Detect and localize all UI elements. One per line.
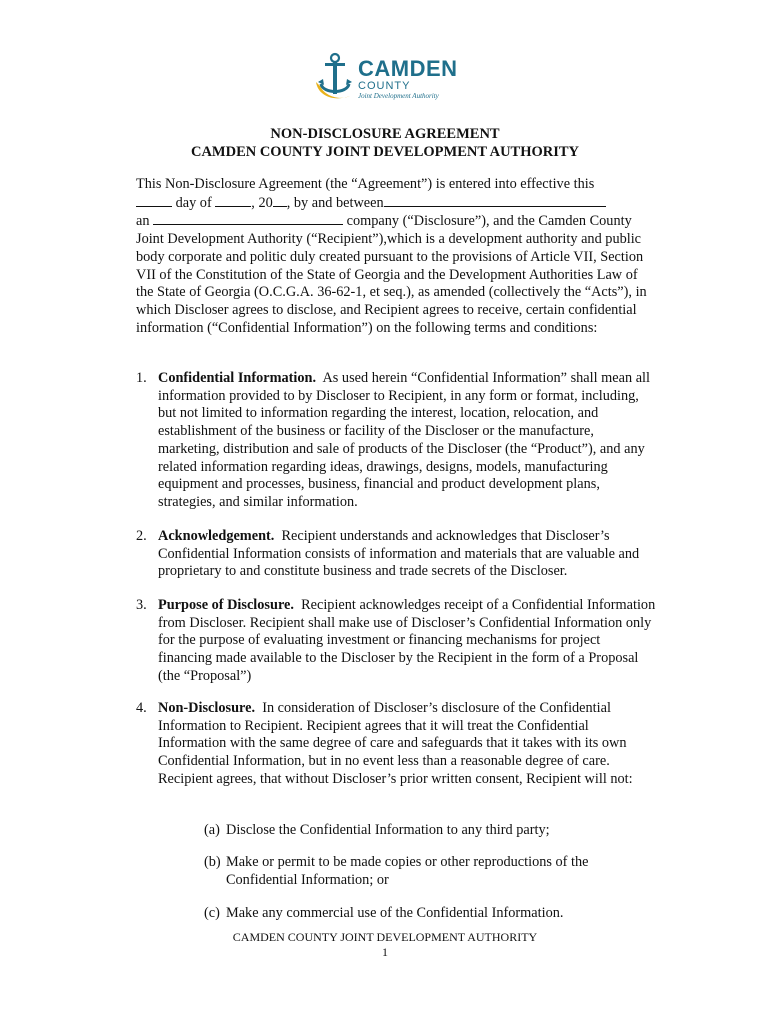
logo-subtitle: COUNTY — [358, 80, 411, 92]
subitem-text: Disclose the Confidential Information to any third party; — [226, 822, 550, 838]
footer-org: CAMDEN COUNTY JOINT DEVELOPMENT AUTHORITY — [232, 930, 538, 944]
intro-an-label: an — [136, 213, 150, 230]
intro-rest: Joint Development Authority (“Recipient”),which is a development authority and public body corporate and politic duly created pursuant to the provisions of Article VII, Section VII of the Constitution of the State of Georgia and the Development Authorities Law of the State of Georgia (O.C.G.A. 36-62-1, et seq.), as amended (collectively the “Acts”), in which Discloser agrees to disclose, and Recipient agrees to receive, certain confidential information (“Confidential Information”) on the following terms and conditions: — [136, 231, 647, 336]
anchor-icon — [312, 52, 358, 104]
intro-day-label: day of — [175, 194, 212, 211]
company-blank — [153, 212, 343, 225]
subitem-text: Make any commercial use of the Confidential Information. — [226, 905, 564, 921]
camden-county-logo — [312, 52, 472, 104]
subitem-a — [204, 822, 634, 840]
section-number: 4. — [136, 700, 147, 716]
year-blank — [273, 194, 287, 207]
section-purpose-of-disclosure — [136, 597, 656, 686]
section-acknowledgement — [136, 528, 656, 581]
month-blank — [215, 194, 251, 207]
subitem-label: (b) — [204, 854, 221, 870]
document-title: NON-DISCLOSURE AGREEMENT — [270, 126, 500, 142]
section-confidential-information — [136, 370, 656, 512]
section-non-disclosure — [136, 700, 656, 789]
party-blank — [384, 194, 606, 207]
section-body: Recipient acknowledges receipt of a Confidential Information from Discloser. Recipient shall make use of Discloser’s Confidential Information only for the purpose of evaluating investment or financing mechanisms for project financing made available to the Discloser by the Recipient in the form of a Proposal (the “Proposal”) — [158, 597, 656, 684]
intro-line-1: This Non-Disclosure Agreement (the “Agreement”) is entered into effective this — [136, 176, 595, 192]
subitem-text: Make or permit to be made copies or other reproductions of the Confidential Information; or — [226, 854, 589, 888]
section-body: As used herein “Confidential Information” shall mean all information provided to by Discloser to Recipient, in any form or format, including, but not limited to information regarding the interest, location, relocation, and establishment of the business or facility of the Discloser or the manufacture, marketing, distribution and sale of products of the Discloser (the “Product”), and any related information regarding ideas, drawings, designs, models, manufacturing equipment and processes, business, financial and product development plans, strategies, and similar information. — [158, 370, 650, 510]
subitem-label: (a) — [204, 822, 220, 838]
intro-line-2 — [136, 194, 656, 213]
page-number: 1 — [382, 945, 388, 959]
subitem-b — [204, 854, 634, 889]
section-number: 1. — [136, 370, 147, 386]
subitem-label: (c) — [204, 905, 220, 921]
section-heading: Confidential Information. — [158, 370, 317, 386]
document-subtitle: CAMDEN COUNTY JOINT DEVELOPMENT AUTHORITY — [190, 144, 580, 160]
logo-tagline: Joint Development Authority — [358, 92, 439, 100]
section-number: 3. — [136, 597, 147, 613]
intro-year-label: , 20 — [251, 194, 273, 211]
intro-between-label: , by and between — [286, 194, 384, 211]
logo-wordmark: CAMDEN — [358, 56, 458, 81]
intro-paragraph — [136, 176, 656, 337]
section-number: 2. — [136, 528, 147, 544]
subitem-c — [204, 905, 634, 923]
day-blank — [136, 194, 172, 207]
section-heading: Non-Disclosure. — [158, 700, 256, 716]
section-body: In consideration of Discloser’s disclosure of the Confidential Information to Recipient. Recipient agrees that it will treat the Confidential Information with the same degree of care and safeguards that it takes with its own Confidential Information, but in no event less than a reasonable degree of care. Recipient agrees, that without Discloser’s prior written consent, Recipient will not: — [158, 700, 633, 787]
intro-line-3 — [136, 212, 656, 231]
intro-company-label: company (“Disclosure”), and the Camden County — [346, 213, 632, 230]
section-heading: Acknowledgement. — [158, 528, 275, 544]
section-body: Recipient understands and acknowledges that Discloser’s Confidential Information consists of information and materials that are valuable and proprietary to and constitute business and trade secrets of the Discloser. — [158, 528, 640, 580]
section-heading: Purpose of Disclosure. — [158, 597, 294, 613]
